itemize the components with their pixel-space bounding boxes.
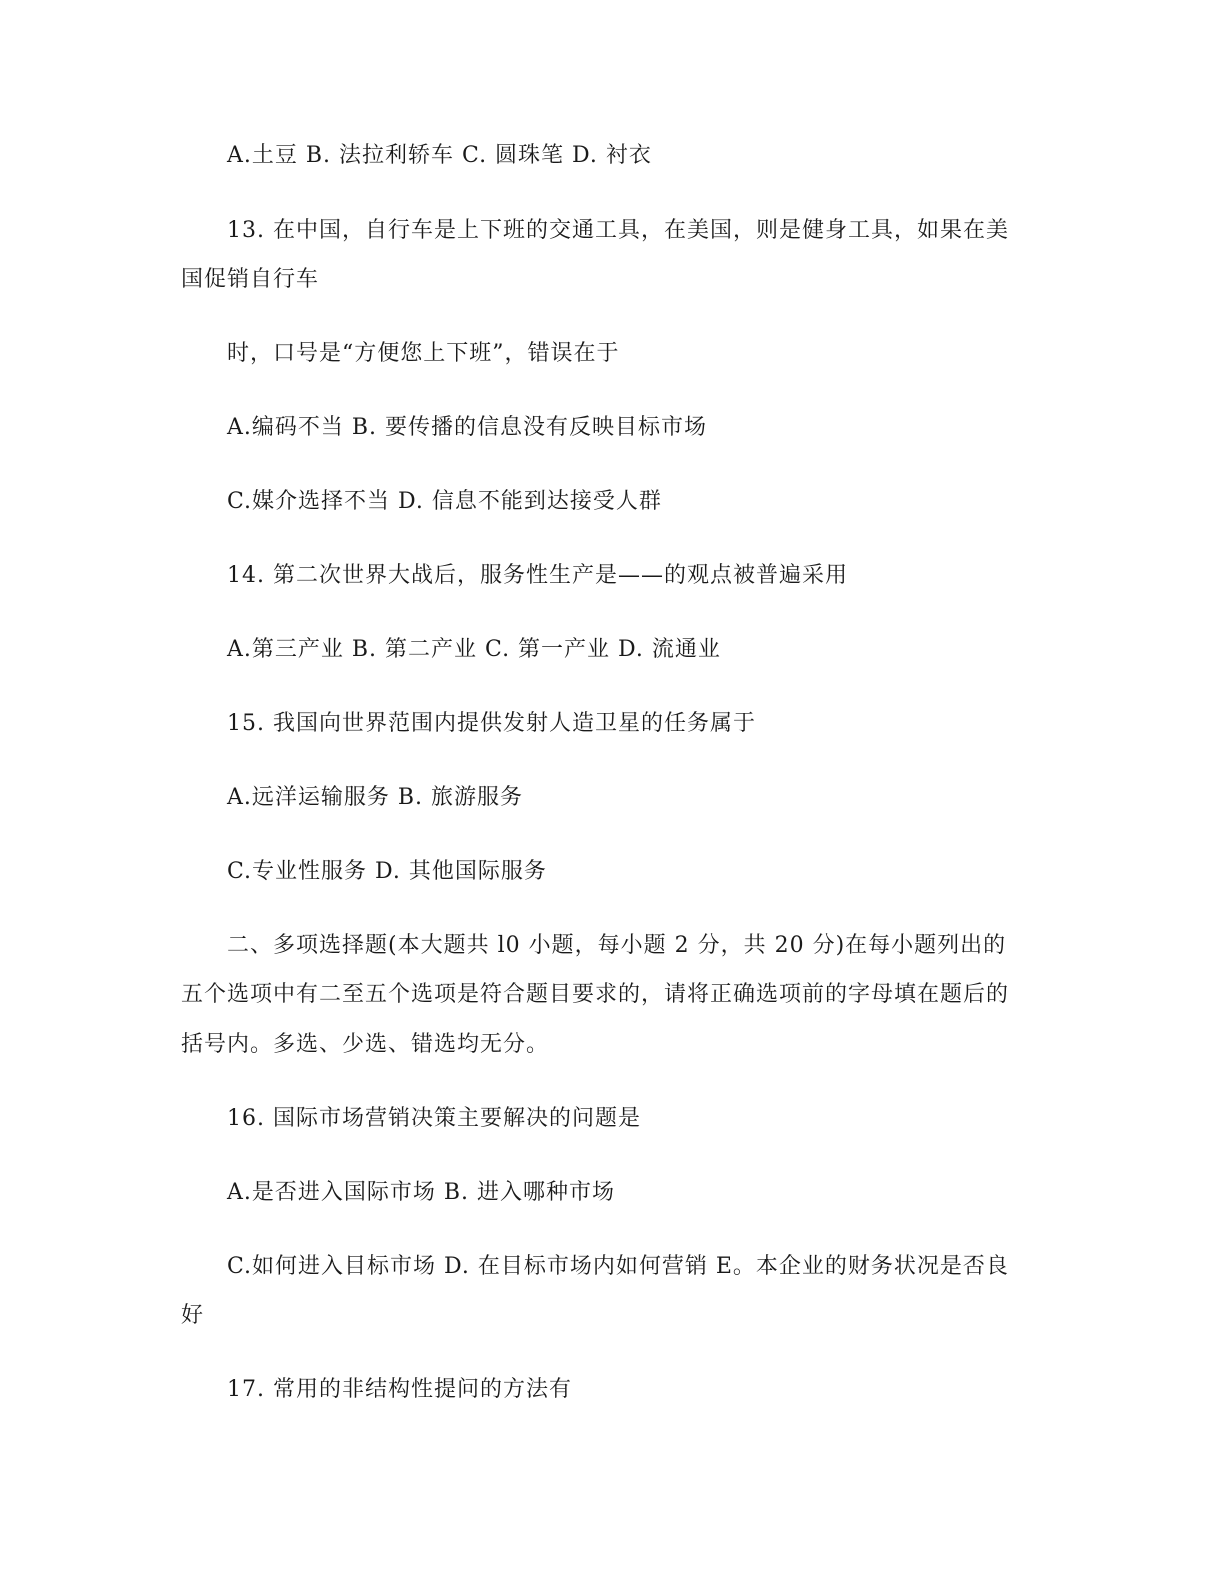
q16-options-ab: A.是否进入国际市场 B. 进入哪种市场	[227, 1180, 616, 1205]
q15-stem: 15. 我国向世界范围内提供发射人造卫星的任务属于	[227, 711, 756, 736]
q13-stem-line1: 13. 在中国，自行车是上下班的交通工具，在美国，则是健身工具，如果在美	[227, 218, 1009, 243]
q13-stem-line2: 国促销自行车	[181, 267, 320, 292]
q13-options-ab: A.编码不当 B. 要传播的信息没有反映目标市场	[227, 415, 708, 440]
section-two-heading-line1: 二、多项选择题(本大题共 l0 小题，每小题 2 分，共 20 分)在每小题列出的	[227, 933, 1007, 958]
q15-options-ab: A.远洋运输服务 B. 旅游服务	[227, 785, 524, 810]
section-two-heading-line3: 括号内。多选、少选、错选均无分。	[181, 1032, 550, 1057]
q15-options-cd: C.专业性服务 D. 其他国际服务	[227, 859, 547, 884]
section-two-heading-line2: 五个选项中有二至五个选项是符合题目要求的，请将正确选项前的字母填在题后的	[181, 982, 1010, 1007]
q14-options: A.第三产业 B. 第二产业 C. 第一产业 D. 流通业	[227, 637, 721, 662]
q17-stem: 17. 常用的非结构性提问的方法有	[227, 1377, 572, 1402]
q16-stem: 16. 国际市场营销决策主要解决的问题是	[227, 1106, 641, 1131]
q13-options-cd: C.媒介选择不当 D. 信息不能到达接受人群	[227, 489, 662, 514]
q16-options-cde-line2: 好	[181, 1303, 205, 1328]
q13-stem-line3: 时，口号是“方便您上下班”，错误在于	[227, 341, 620, 366]
q12-options: A.土豆 B. 法拉利轿车 C. 圆珠笔 D. 衬衣	[227, 143, 652, 168]
q14-stem: 14. 第二次世界大战后，服务性生产是——的观点被普遍采用	[227, 563, 848, 588]
q16-options-cde-line1: C.如何进入目标市场 D. 在目标市场内如何营销 E。本企业的财务状况是否良	[227, 1254, 1009, 1279]
